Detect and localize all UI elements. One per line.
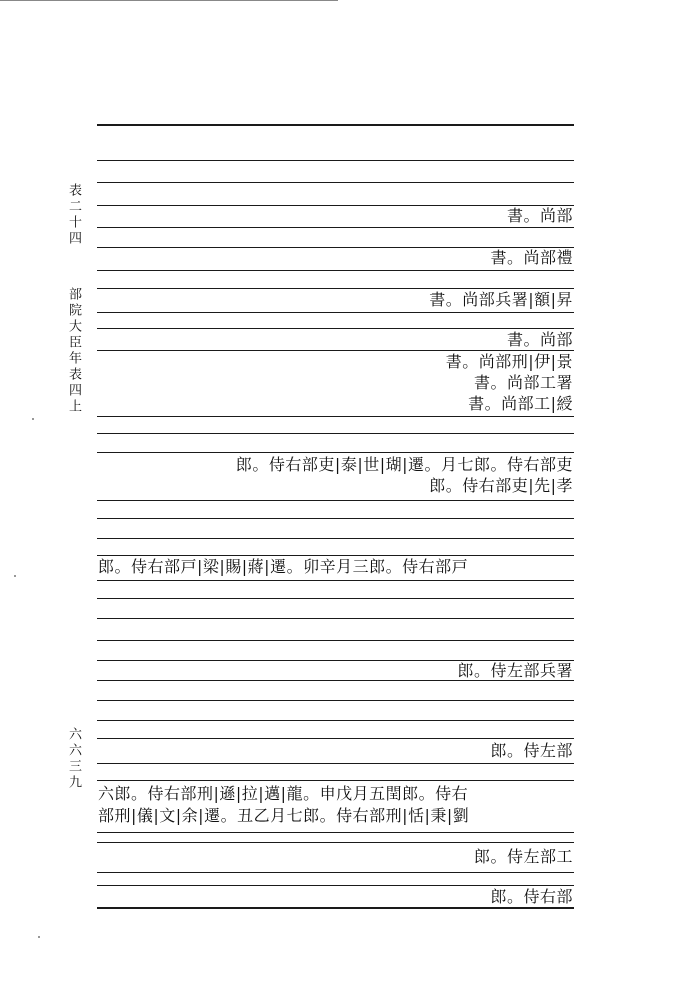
- table-rule: [97, 907, 574, 909]
- table-rule: [97, 555, 574, 556]
- top-edge-line: [0, 0, 338, 1]
- scan-speck: [38, 936, 40, 938]
- table-row: 郎。侍左部: [490, 741, 573, 760]
- table-rule: [97, 598, 574, 599]
- table-row: 郎。侍左部兵署: [457, 661, 573, 680]
- table-rule: [97, 270, 574, 271]
- table-rule: [97, 350, 574, 351]
- table-rule: [97, 832, 574, 833]
- table-row: 書。尚部刑|伊|景: [445, 352, 573, 371]
- table-rule: [97, 328, 574, 329]
- table-rule: [97, 205, 574, 206]
- scan-speck: [32, 418, 34, 420]
- table-row: 書。尚部禮: [490, 248, 573, 267]
- table-rule: [97, 872, 574, 873]
- table-rule: [97, 720, 574, 721]
- table-row: 郎。侍右部戸|梁|賜|蔣|遷。卯辛月三郎。侍右部戸: [98, 557, 469, 576]
- table-row: 郎。侍右部吏|先|孝: [429, 476, 573, 495]
- table-rule: [97, 500, 574, 501]
- table-row: 書。尚部: [506, 206, 573, 225]
- table-rule: [97, 227, 574, 228]
- table-rule: [97, 885, 574, 886]
- table-row: 書。尚部: [506, 330, 573, 349]
- margin-table-title: 表二十四: [66, 183, 81, 247]
- table-rule: [97, 182, 574, 183]
- table-rule: [97, 763, 574, 764]
- table-row: 六郎。侍右部刑|遜|拉|邁|龍。申戊月五閏郎。侍右: [98, 784, 469, 803]
- table-row: 郎。侍右部吏|泰|世|瑚|遷。月七郎。侍右部吏: [235, 455, 573, 474]
- margin-section-title: 部院大臣年表四上: [66, 287, 81, 415]
- table-row: 郎。侍右部: [490, 887, 573, 906]
- table-row: 郎。侍左部工: [473, 847, 573, 866]
- table-rule: [97, 842, 574, 843]
- table-rule: [97, 618, 574, 619]
- table-rule: [97, 640, 574, 641]
- table-rule: [97, 700, 574, 701]
- margin-page-number: 六六三九: [66, 727, 81, 791]
- table-rule: [97, 738, 574, 739]
- table-rule: [97, 312, 574, 313]
- table-rule: [97, 160, 574, 161]
- table-rule: [97, 124, 574, 126]
- table-row: 部刑|儀|文|余|遷。丑乙月七郎。侍右部刑|恬|秉|劉: [98, 806, 470, 825]
- table-rule: [97, 288, 574, 289]
- table-rule: [97, 433, 574, 434]
- table-rule: [97, 518, 574, 519]
- table-row: 書。尚部工署: [473, 373, 573, 392]
- table-rule: [97, 538, 574, 539]
- table-row: 書。尚部兵署|額|昇: [429, 290, 573, 309]
- table-row: 書。尚部工|綬: [468, 394, 573, 413]
- table-rule: [97, 416, 574, 417]
- table-rule: [97, 580, 574, 581]
- scan-speck: [14, 575, 16, 577]
- table-rule: [97, 452, 574, 453]
- table-rule: [97, 780, 574, 781]
